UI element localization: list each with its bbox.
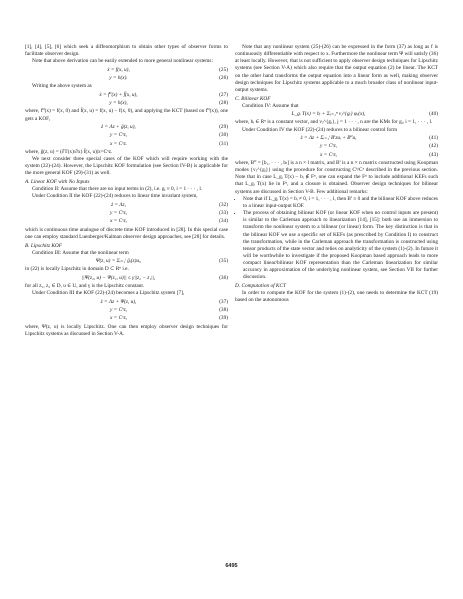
equation-body: y = Cʰz,: [110, 210, 127, 217]
equation-number: (41): [429, 134, 438, 141]
equation-number: (33): [219, 210, 228, 217]
equation-number: (32): [219, 201, 228, 208]
equation-body: ẋ = f⁰(x) + f̄(x, u),: [99, 91, 138, 98]
equation: [25, 132, 228, 139]
equation-number: (39): [219, 315, 228, 322]
equation: [235, 143, 438, 150]
equation: [25, 307, 228, 314]
paragraph: In order to compute the KOF for the system (1)-(2), one needs to determine the KCT (19) based on the autonomous: [235, 290, 438, 304]
equation-body: x = Cˣz,: [110, 315, 127, 322]
equation: [25, 75, 228, 82]
equation-number: (35): [219, 258, 228, 265]
list-item: • The process of obtaining bilinear KOF (or linear KOF when no control inputs are present) is similar to the Carleman approach to linearization [14], [15]: both use an immersion to transform the nonlinear system to a bilinear (or linear) form. The key distinction is that in the bilinear KOF we use a specific set of KEFs (as prescribed by Condition I) to construct the transformation, while in the Carleman approach the transformation is constructed using tensor products of the state vector and relies on analyticity of the system (1)-(2). In future it will be worthwhile to investigate if the proposed Koopman based approach leads to more compact linear/bilinear KOF representation than the Carleman linearization for similar accuracy in approximation of the underlying nonlinear system, see Section VII for further discussion.: [243, 210, 438, 282]
equation-body: y = Cʰz,: [320, 143, 337, 150]
paragraph: We next consider three special cases of the KOF which will require working with the system (22)-(24). However, the Lipschitz KOF formulation (see Section IV-B) is applicable for the more general KOF (29)-(31) as well.: [25, 156, 228, 177]
equation-body: ż = Λz + ḡ(z, u),: [101, 123, 136, 130]
paragraph: [1], [4], [5], [6] which seek a diffeomorphism to obtain other types of observer forms to facilitate observer design.: [25, 44, 228, 58]
section-heading: C. Bilinear KOF: [235, 95, 271, 102]
equation-number: (25): [219, 66, 228, 73]
equation-body: y = h(x).: [109, 75, 128, 81]
equation-number: (28): [219, 100, 228, 107]
paragraph: which is continuous time analogue of discrete time KOF introduced in [28]. In this special case one can employ standard Luenberger/Kalman observer design approaches, see [28] for details.: [25, 226, 228, 240]
section-heading: A. Linear KOF with No Inputs: [25, 179, 90, 186]
equation-body: x = Cˣz,: [110, 218, 127, 225]
equation-body: x = Cˣz,: [320, 151, 337, 158]
equation: [235, 152, 438, 159]
equation-body: ż = Λz + Σᵢ₌₁ˡ Bⁱzuᵢ + B⁰u,: [300, 134, 357, 141]
equation-number: (31): [219, 140, 228, 147]
equation-body: Ψ(z, u) = Σᵢ₌₁ˡ ḡᵢ(z)uᵢ,: [95, 258, 142, 265]
equation-body: y = Cʰz,: [110, 132, 127, 139]
paragraph: where, ḡ(z, u) = (∂T(x)/∂x) f̄(x, u)|x=Cˣz.: [25, 148, 113, 155]
equation-number: (27): [219, 91, 228, 98]
equation-number: (30): [219, 132, 228, 139]
equation: [25, 92, 228, 99]
paragraph: Condition III: Assume that the nonlinear term: [32, 249, 129, 256]
equation: [235, 135, 438, 142]
section-heading: D. Computation of KCT: [235, 283, 286, 290]
paragraph: where, bᵢ ∈ Rⁿ is a constant vector, and vⱼ^{gᵢ}, j = 1 · · · , n are the KMs for gᵢ, i = 1, · · · , l.: [235, 119, 433, 126]
paragraph: Under Condition II the KOF (22)-(24) reduces to linear time invariant system,: [32, 193, 198, 200]
paragraph: where, Ψ(z, u) is locally Lipschitz. One can then employ observer design techniques for Lipschitz systems as discussed in Section V-A.: [25, 323, 228, 337]
equation-number: (36): [219, 274, 228, 281]
equation-number: (26): [219, 75, 228, 81]
equation: [25, 67, 228, 74]
equation-number: (29): [219, 123, 228, 130]
equation: [25, 202, 228, 209]
list-item: • Note that if L_gᵢ T(x) = bᵢ ≠ 0, i = 1, · · · , l, then Bⁱ ≡ 0 and the bilinear KOF above reduces to a linear input-output KOF.: [243, 196, 438, 210]
paragraph: Under Condition III the KOF (22)-(24) becomes a Lipschitz system [7],: [32, 290, 185, 297]
equation: [25, 218, 228, 225]
equation-body: y = Cʰz,: [110, 306, 127, 313]
equation-body: y = h(x),: [109, 100, 128, 107]
paragraph: Writing the above system as: [32, 83, 92, 90]
equation: [25, 124, 228, 131]
remarks-list: [235, 196, 438, 282]
equation: [25, 141, 228, 148]
equation-body: L_gᵢ T(x) = bᵢ + Σⱼ₌₁ⁿ vⱼ^{gᵢ} φⱼ(x),: [291, 111, 366, 118]
paragraph: Condition IV: Assume that: [242, 102, 299, 109]
paragraph: Note that above derivation can be easily extended to more general nonlinear systems:: [32, 58, 213, 65]
paragraph: for all z₁, z₂ ∈ D, u ∈ U, and γ is the Lipschitz constant.: [25, 283, 145, 290]
equation-number: (37): [219, 298, 228, 305]
paragraph: where, B⁰ = [b₁, · · · , bₗ] is a n × l matrix, and Bⁱ is a n × n matrix constructed using Koopman modes {vⱼ^{gᵢ}} using the procedure for constructing Cʰ/Cˣ described in the previous section. Note that in case L_gᵢ T(x) − bᵢ ∉ Fⁿ, one can expand the Fⁿ to include additional KEFs such that L_gᵢ T(x) lie in Fⁿ, and a closure is obtained. Observer design techniques for bilinear systems are discussed in Section V-B. Few additional remarks:: [235, 159, 438, 195]
equation: [25, 100, 228, 107]
equation-number: (40): [429, 111, 438, 118]
equation-body: ẋ = f(x, u),: [107, 66, 130, 73]
left-column: [25, 44, 228, 338]
equation: [25, 275, 228, 282]
section-heading: B. Lipschitz KOF: [25, 242, 62, 249]
equation-number: (34): [219, 218, 228, 225]
equation-body: ż = Λz,: [111, 201, 126, 208]
page-number: 6495: [225, 563, 238, 569]
equation: [25, 299, 228, 306]
paragraph: where, f⁰(x) = f(x, 0) and f̄(x, u) = f(x, u) − f(x, 0), and applying the KCT (based on f⁰(x)), one gets a KOF,: [25, 108, 228, 122]
right-column: [235, 44, 438, 305]
equation-body: ż = Λz + Ψ(z, u),: [100, 298, 137, 305]
equation: [235, 111, 438, 118]
paragraph: Condition II: Assume that there are no input terms in (2), i.e. gᵢ ≡ 0, i = 1 · · · , l.: [32, 186, 203, 193]
equation: [25, 258, 228, 265]
equation-number: (38): [219, 306, 228, 313]
equation: [25, 315, 228, 322]
equation-number: (43): [429, 151, 438, 158]
equation: [25, 210, 228, 217]
paragraph: Note that any nonlinear system (25)-(26) can be expressed in the form (37) as long as f is continuously differentiable with respect to x. Furthermore the nonlinear term Ψ will satisfy (36) at least locally. However, that is not sufficient to apply observer design techniques for Lipschitz systems (see Section V-A) which also require that the output equation (2) be linear. The KCT on the other hand transforms the output equation into a linear form as well, making observer design techniques for Lipschitz systems applicable to a much broader class of nonlinear input-output systems.: [235, 44, 438, 93]
paragraph: Under Condition IV the KOF (22)-(24) reduces to a bilinear control form: [242, 126, 398, 133]
equation-body: ||Ψ(z₂, u) − Ψ(z₁, u)|| ≤ γ||z₂ − z₁||,: [81, 274, 156, 281]
paragraph: in (22) is locally Lipschitz in domain D ⊂ Rⁿ i.e.: [25, 266, 129, 273]
equation-number: (42): [429, 143, 438, 150]
equation-body: x = Cˣz.: [110, 140, 127, 147]
